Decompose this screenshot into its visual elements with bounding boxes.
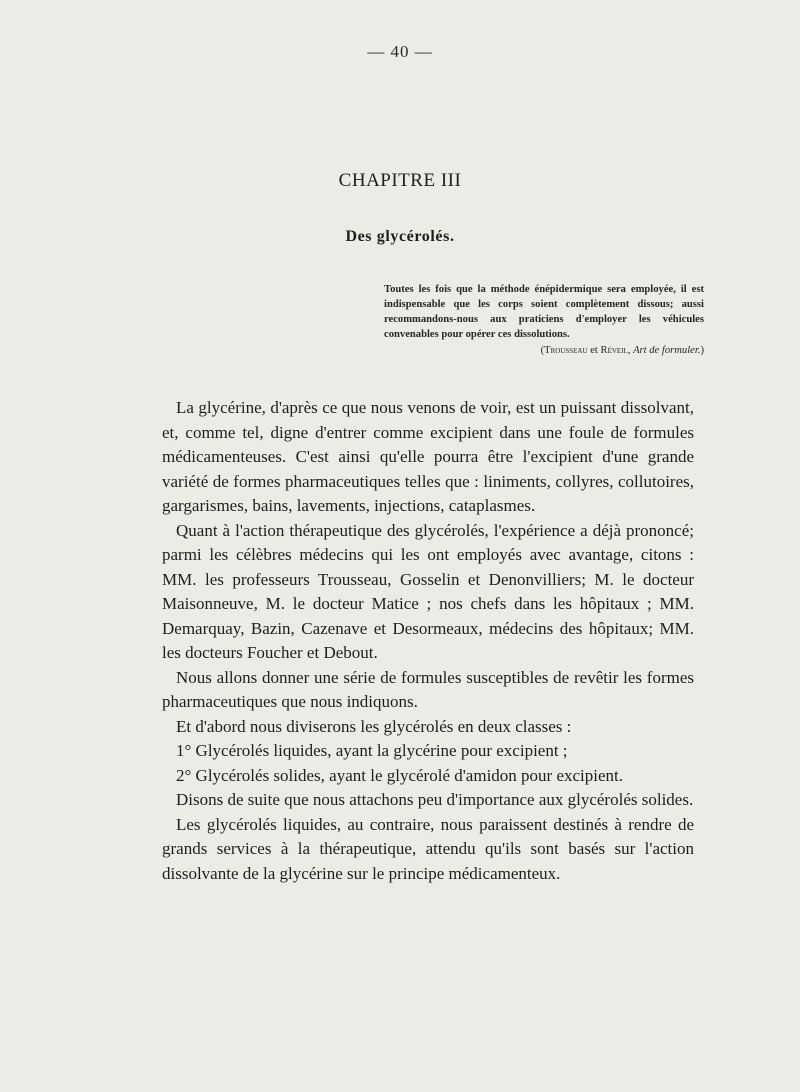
paragraph: Les glycérolés liquides, au contraire, nous paraissent destinés à rendre de grands services à la thérapeutique, attendu qu'ils sont basés sur l'action dissolvante de la glycérine sur le principe médicamenteux. — [162, 814, 694, 883]
list-item: 1° Glycérolés liquides, ayant la glycérine pour excipient ; — [176, 741, 568, 760]
body-text — [162, 396, 694, 886]
paragraph: Quant à l'action thérapeutique des glycérolés, l'expérience a déjà prononcé; parmi les célèbres médecins qui les ont employés avec avantage, citons : MM. les professeurs Trousseau, Gosselin et Denonvilliers; M. le docteur Maisonneuve, M. le docteur Matice ; nos chefs dans les hôpitaux ; MM. Demarquay, Bazin, Cazenave et Desormeaux, médecins des hôpitaux; MM. les docteurs Foucher et Debout. — [162, 520, 694, 662]
epigraph-quote: Toutes les fois que la méthode énépidermique sera employée, il est indispensable que les corps soient complètement dissous; aussi recommandons-nous aux praticiens d'employer les véhicules convenables pour opérer ces dissolutions. — [384, 284, 704, 340]
paragraph: Nous allons donner une série de formules susceptibles de revêtir les formes pharmaceutiques que nous indiquons. — [162, 667, 694, 711]
chapter-subtitle: Des glycérolés. — [345, 228, 455, 245]
chapter-title: CHAPITRE III — [338, 170, 462, 191]
paragraph: La glycérine, d'après ce que nous venons de voir, est un puissant dissolvant, et, comme tel, digne d'entrer comme excipient dans une foule de formules médicamenteuses. C'est ainsi qu'elle pourra être l'excipient d'une grande variété de formes pharmaceutiques telles que : liniments, collyres, collutoires, gargarismes, bains, lavements, injections, cataplasmes. — [162, 398, 694, 515]
list-item: 2° Glycérolés solides, ayant le glycérolé d'amidon pour excipient. — [176, 765, 624, 785]
paragraph: Disons de suite que nous attachons peu d'importance aux glycérolés solides. — [176, 790, 694, 809]
epigraph-attribution: (Trousseau et Réveil, Art de formuler.) — [540, 345, 704, 356]
epigraph-author-1: Trousseau — [544, 345, 588, 356]
epigraph-author-2: Réveil — [600, 345, 628, 356]
paragraph: Et d'abord nous diviserons les glycérolés en deux classes : — [176, 716, 572, 736]
page-number: — 40 — — [367, 42, 433, 61]
epigraph-work-title: Art de formuler. — [633, 345, 701, 356]
